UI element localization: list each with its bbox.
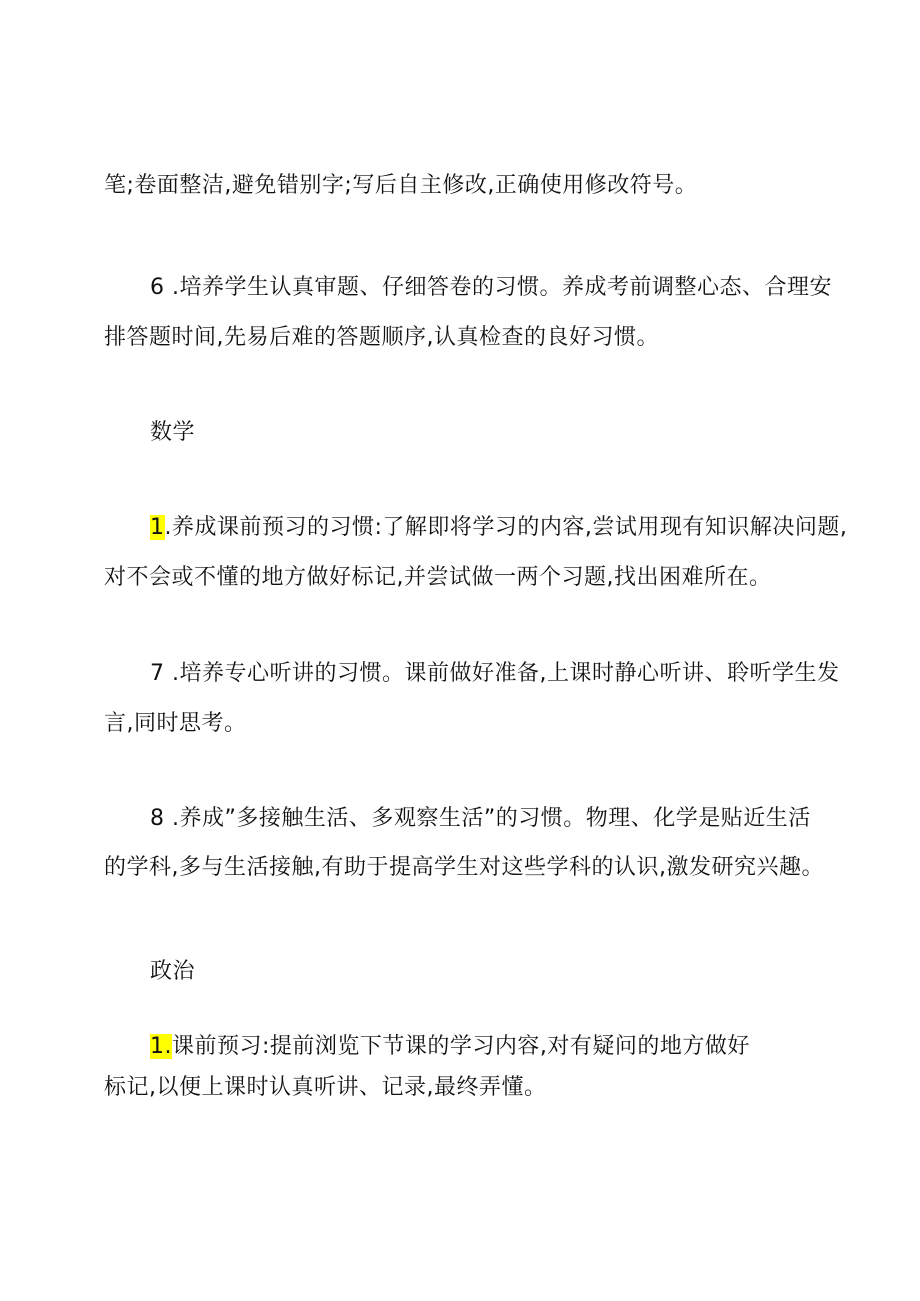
paragraph-line xyxy=(150,1031,750,1063)
section-heading-math: 数学 xyxy=(150,420,196,445)
paragraph-line: 对不会或不懂的地方做好标记,并尝试做一两个习题,找出困难所在。 xyxy=(104,565,772,590)
paragraph-line xyxy=(150,512,847,544)
paragraph-line: 的学科,多与生活接触,有助于提高学生对这些学科的认识,激发研究兴趣。 xyxy=(104,855,824,880)
paragraph-line: 言,同时思考。 xyxy=(104,711,247,736)
paragraph-text: 课前预习:提前浏览下节课的学习内容,对有疑问的地方做好 xyxy=(172,1034,750,1059)
paragraph-line: 6 .培养学生认真审题、仔细答卷的习惯。养成考前调整心态、合理安 xyxy=(150,275,832,300)
paragraph-line: 标记,以便上课时认真听讲、记录,最终弄懂。 xyxy=(104,1075,547,1100)
paragraph-text: .养成课前预习的习惯:了解即将学习的内容,尝试用现有知识解决问题, xyxy=(164,515,848,540)
paragraph-line: 8 .养成”多接触生活、多观察生活”的习惯。物理、化学是贴近生活 xyxy=(150,806,811,831)
paragraph-line: 笔;卷面整洁,避免错别字;写后自主修改,正确使用修改符号。 xyxy=(104,173,698,198)
section-heading-politics: 政治 xyxy=(150,959,196,984)
paragraph-line: 7 .培养专心听讲的习惯。课前做好准备,上课时静心听讲、聆听学生发 xyxy=(150,661,840,686)
highlighted-number: 1 xyxy=(150,515,165,540)
highlighted-number: 1. xyxy=(150,1034,172,1059)
paragraph-line: 排答题时间,先易后难的答题顺序,认真检查的良好习惯。 xyxy=(104,325,659,350)
